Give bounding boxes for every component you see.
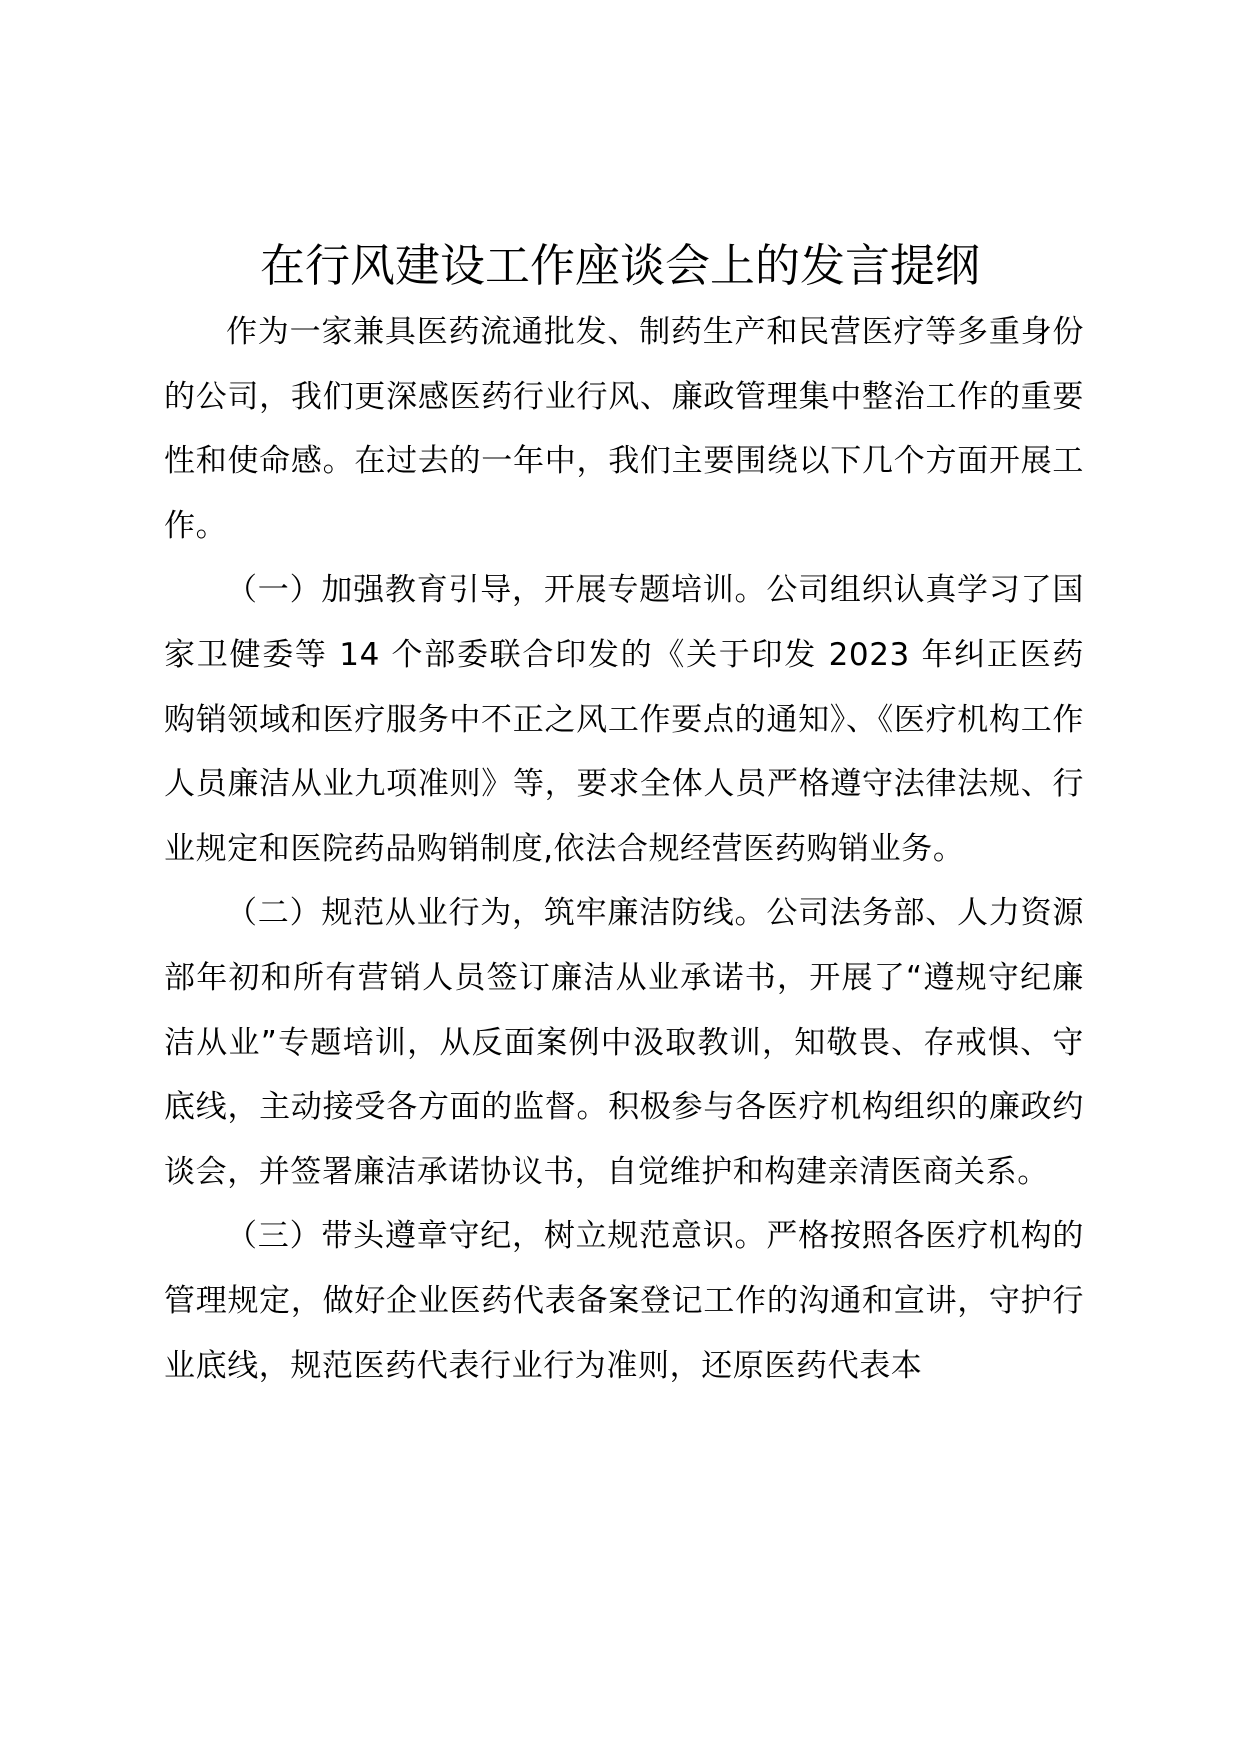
paragraph-section-1: （一）加强教育引导，开展专题培训。公司组织认真学习了国家卫健委等 14 个部委联合印发的《关于印发 2023 年纠正医药购销领域和医疗服务中不正之风工作要点的通知》、《医疗机构工作人员廉洁从业九项准则》等，要求全体人员严格遵守法律法规、行业规定和医院药品购销制度,依法合规经营医药购销业务。: [164, 572, 1084, 867]
paragraph-section-2: （二）规范从业行为，筑牢廉洁防线。公司法务部、人力资源部年初和所有营销人员签订廉洁从业承诺书，开展了“遵规守纪廉洁从业”专题培训，从反面案例中汲取教训，知敬畏、存戒惧、守底线，主动接受各方面的监督。积极参与各医疗机构组织的廉政约谈会，并签署廉洁承诺协议书，自觉维护和构建亲清医商关系。: [164, 895, 1084, 1190]
paragraph-intro: 作为一家兼具医药流通批发、制药生产和民营医疗等多重身份的公司，我们更深感医药行业行风、廉政管理集中整治工作的重要性和使命感。在过去的一年中，我们主要围绕以下几个方面开展工作。: [164, 314, 1084, 544]
document-body: [164, 300, 1084, 1398]
paragraph-section-3: （三）带头遵章守纪，树立规范意识。严格按照各医疗机构的管理规定，做好企业医药代表备案登记工作的沟通和宣讲，守护行业底线，规范医药代表行业行为准则，还原医药代表本: [164, 1218, 1084, 1384]
document-title: 在行风建设工作座谈会上的发言提纲: [259, 239, 980, 292]
